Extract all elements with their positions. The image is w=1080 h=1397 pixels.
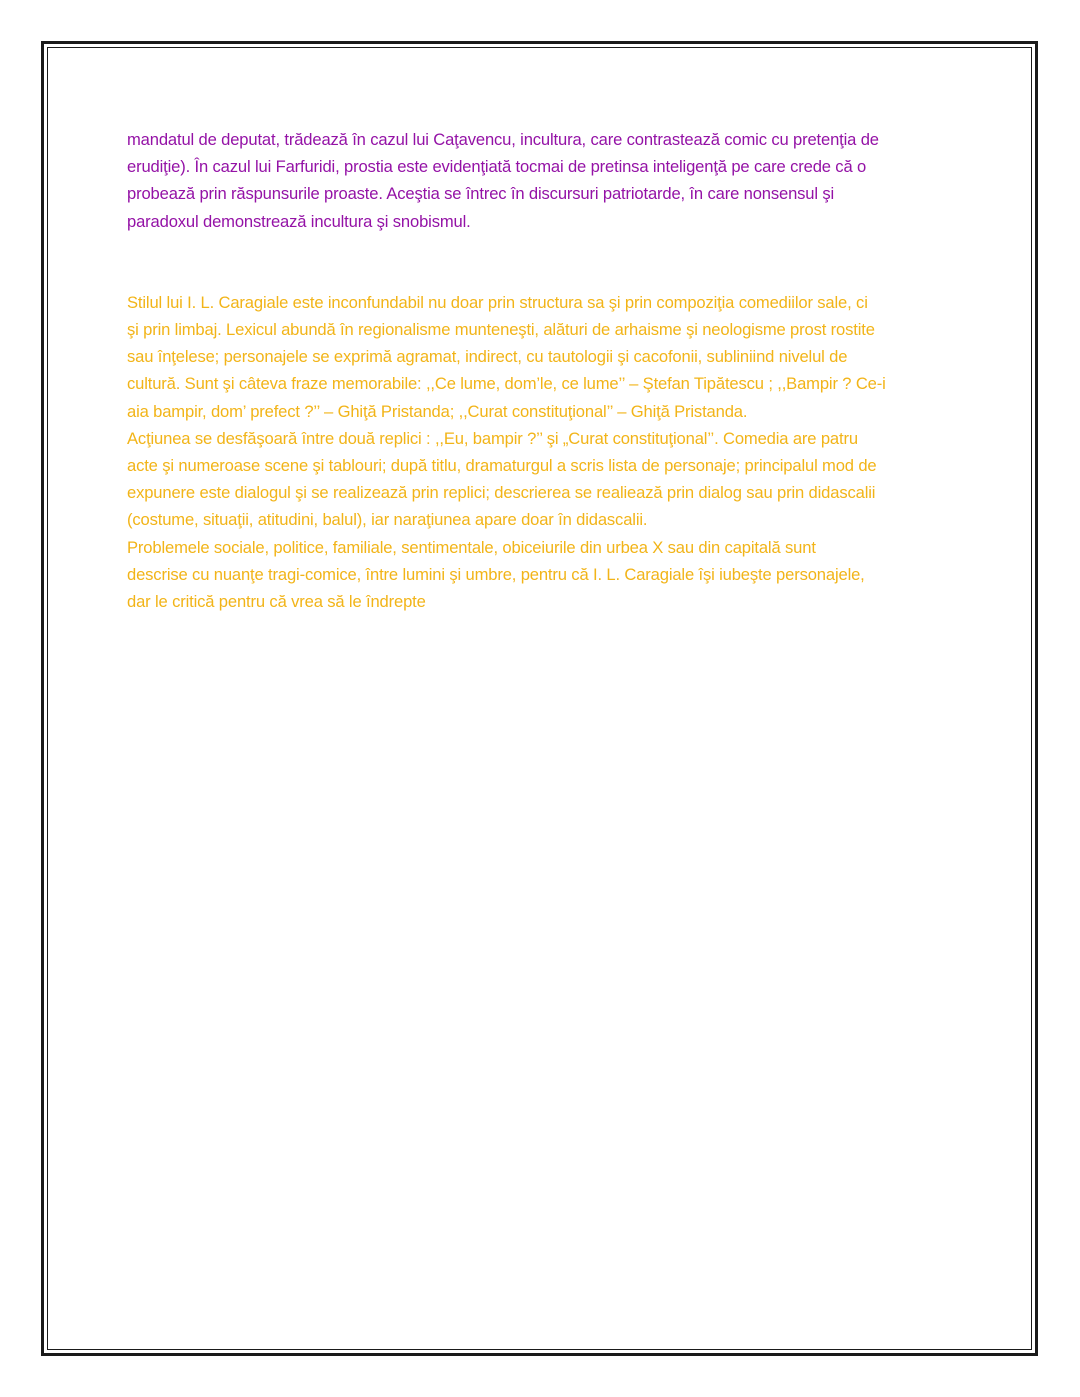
paragraph-probleme xyxy=(127,534,957,616)
text-line: sau înţelese; personajele se exprimă agramat, indirect, cu tautologii şi cacofonii, subliniind nivelul de xyxy=(127,347,848,367)
text-line: şi prin limbaj. Lexicul abundă în regionalisme munteneşti, alături de arhaisme şi neologisme prost rostite xyxy=(127,320,875,340)
text-line: cultură. Sunt şi câteva fraze memorabile: ,,Ce lume, dom’le, ce lume’’ – Ştefan Tipătescu ; ,,Bampir ? Ce-i xyxy=(127,374,886,394)
text-line: Acţiunea se desfăşoară între două replici : ,,Eu, bampir ?’’ şi „Curat constituţional’’. Comedia are patru xyxy=(127,428,858,448)
text-line: erudiţie). În cazul lui Farfuridi, prostia este evidenţiată tocmai de pretinsa inteligenţă pe care crede că o xyxy=(127,157,867,177)
text-line: dar le critică pentru că vrea să le îndrepte xyxy=(127,592,426,612)
text-line: aia bampir, dom’ prefect ?’’ – Ghiţă Pristanda; ,,Curat constituţional’’ – Ghiţă Pristanda. xyxy=(127,401,748,421)
paragraph-stil xyxy=(127,289,957,425)
document-body xyxy=(127,126,957,615)
text-line: Problemele sociale, politice, familiale, sentimentale, obiceiurile din urbea X sau din capitală sunt xyxy=(127,537,816,557)
text-line: mandatul de deputat, trădează în cazul lui Caţavencu, incultura, care contrastează comic cu pretenţia de xyxy=(127,130,879,149)
text-line: paradoxul demonstrează incultura şi snobismul. xyxy=(127,211,471,231)
text-line: expunere este dialogul şi se realizează prin replici; descrierea se realiează prin dialog sau prin didascalii xyxy=(127,483,876,503)
text-line: acte şi numeroase scene şi tablouri; după titlu, dramaturgul a scris lista de personaje; principalul mod de xyxy=(127,456,877,476)
text-line: (costume, situaţii, atitudini, balul), iar naraţiunea apare doar în didascalii. xyxy=(127,510,648,530)
text-line: Stilul lui I. L. Caragiale este inconfundabil nu doar prin structura sa şi prin compoziţia comediilor sale, ci xyxy=(127,292,868,312)
paragraph-spacer xyxy=(127,235,957,289)
paragraph-incultura xyxy=(127,126,957,235)
text-line: descrise cu nuanţe tragi-comice, între lumini şi umbre, pentru că I. L. Caragiale îşi iubeşte personajele, xyxy=(127,564,865,584)
text-line: probează prin răspunsurile proaste. Aceştia se întrec în discursuri patriotarde, în care nonsensul şi xyxy=(127,184,835,204)
paragraph-actiunea xyxy=(127,425,957,534)
